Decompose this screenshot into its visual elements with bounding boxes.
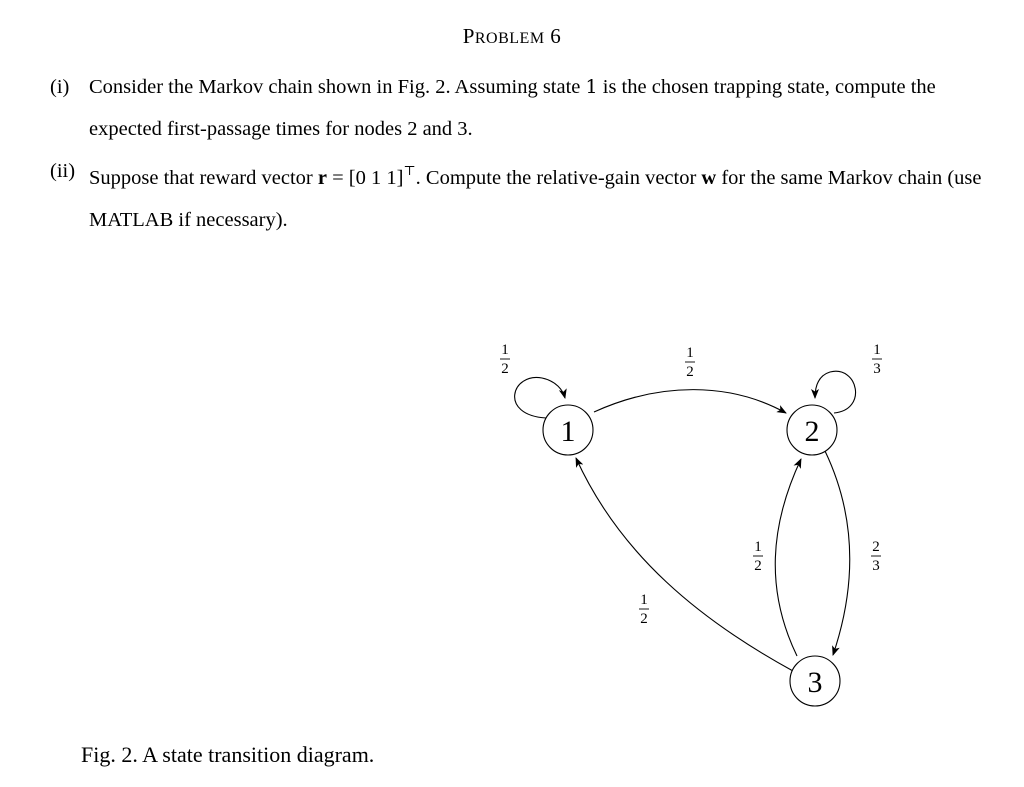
prob-label-1-2 xyxy=(685,345,695,380)
prob-label-1-1 xyxy=(500,342,510,377)
gain-vector-symbol: w xyxy=(701,167,717,189)
item-text-part: . Compute the relative-gain vector xyxy=(415,167,702,189)
prob-numerator: 1 xyxy=(754,539,762,555)
prob-numerator: 1 xyxy=(873,342,881,358)
prob-denominator: 2 xyxy=(686,364,694,380)
prob-numerator: 1 xyxy=(501,342,509,358)
state-node-3 xyxy=(790,656,840,706)
reward-vector-symbol: r xyxy=(317,167,327,189)
prob-label-3-1 xyxy=(639,592,649,627)
prob-numerator: 1 xyxy=(686,345,694,361)
prob-denominator: 3 xyxy=(872,558,880,574)
reward-vector-value: = [0 1 1] xyxy=(326,167,404,189)
prob-denominator: 2 xyxy=(754,558,762,574)
node-label: 3 xyxy=(807,666,823,699)
prob-label-2-2 xyxy=(872,342,882,377)
item-label: (ii) xyxy=(50,160,76,182)
node-label: 1 xyxy=(560,415,576,448)
prob-label-2-3 xyxy=(871,539,881,574)
state-node-1 xyxy=(543,405,593,455)
state-node-2 xyxy=(787,405,837,455)
heading-number: 6 xyxy=(550,24,562,48)
transpose-symbol: ⊤ xyxy=(403,163,416,178)
figure-caption: Fig. 2. A state transition diagram. xyxy=(81,742,375,767)
prob-denominator: 3 xyxy=(873,361,881,377)
prob-numerator: 2 xyxy=(872,539,880,555)
edge-1-2 xyxy=(594,390,786,413)
state-number: 1 xyxy=(585,76,598,98)
prob-label-3-2 xyxy=(753,539,763,574)
item-text-part: Consider the Markov chain shown in Fig. 2. Assuming state xyxy=(89,76,586,98)
item-text-part: Suppose that reward vector xyxy=(89,167,318,189)
edge-2-3 xyxy=(825,451,850,655)
heading-first-letter: P xyxy=(462,24,475,48)
item-text-part: for the same Markov chain (use MATLAB if necessary). xyxy=(89,167,982,231)
item-text-part: is the chosen trapping state, compute the expected first-passage times for nodes 2 and 3. xyxy=(89,76,936,140)
prob-denominator: 2 xyxy=(640,611,648,627)
prob-denominator: 2 xyxy=(501,361,509,377)
heading-rest: ROBLEM xyxy=(474,30,545,47)
item-label: (i) xyxy=(50,76,70,98)
edge-3-2 xyxy=(775,459,801,656)
node-label: 2 xyxy=(804,415,820,448)
prob-numerator: 1 xyxy=(640,592,648,608)
